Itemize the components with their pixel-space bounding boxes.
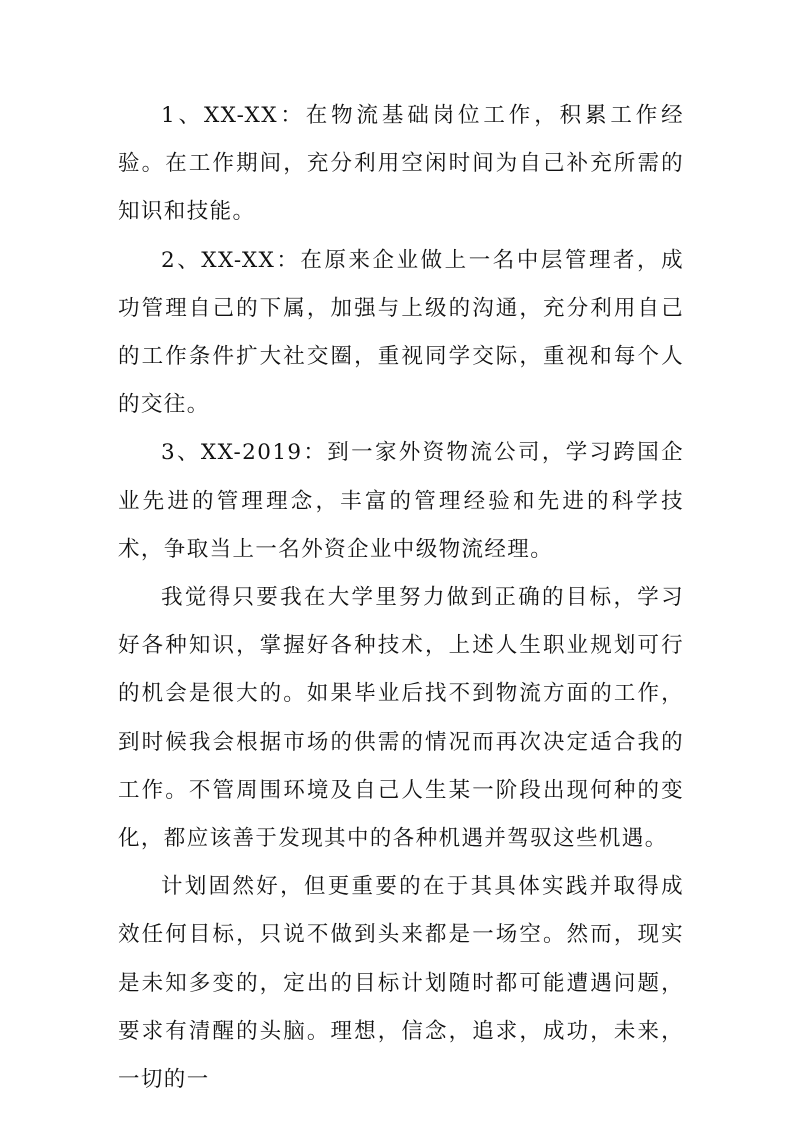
paragraph-4: 我觉得只要我在大学里努力做到正确的目标，学习好各种知识，掌握好各种技术，上述人生职业规划可行的机会是很大的。如果毕业后找不到物流方面的工作，到时候我会根据市场的供需的情况而再次决定适合我的工作。不管周围环境及自己人生某一阶段出现何种的变化，都应该善于发现其中的各种机遇并驾驭这些机遇。 — [118, 585, 684, 852]
paragraph-1: 1、XX-XX：在物流基础岗位工作，积累工作经验。在工作期间，充分利用空闲时间为自己补充所需的知识和技能。 — [118, 103, 684, 225]
paragraph-3: 3、XX-2019：到一家外资物流公司，学习跨国企业先进的管理理念，丰富的管理经验和先进的科学技术，争取当上一名外资企业中级物流经理。 — [118, 440, 684, 562]
paragraph-5: 计划固然好，但更重要的在于其具体实践并取得成效任何目标，只说不做到头来都是一场空。然而，现实是未知多变的，定出的目标计划随时都可能遭遇问题，要求有清醒的头脑。理想，信念，追求，成功，未来，一切的一 — [118, 874, 684, 1093]
document-body — [118, 92, 684, 1104]
paragraph-2: 2、XX-XX：在原来企业做上一名中层管理者，成功管理自己的下属，加强与上级的沟通，充分利用自己的工作条件扩大社交圈，重视同学交际，重视和每个人的交往。 — [118, 247, 684, 418]
